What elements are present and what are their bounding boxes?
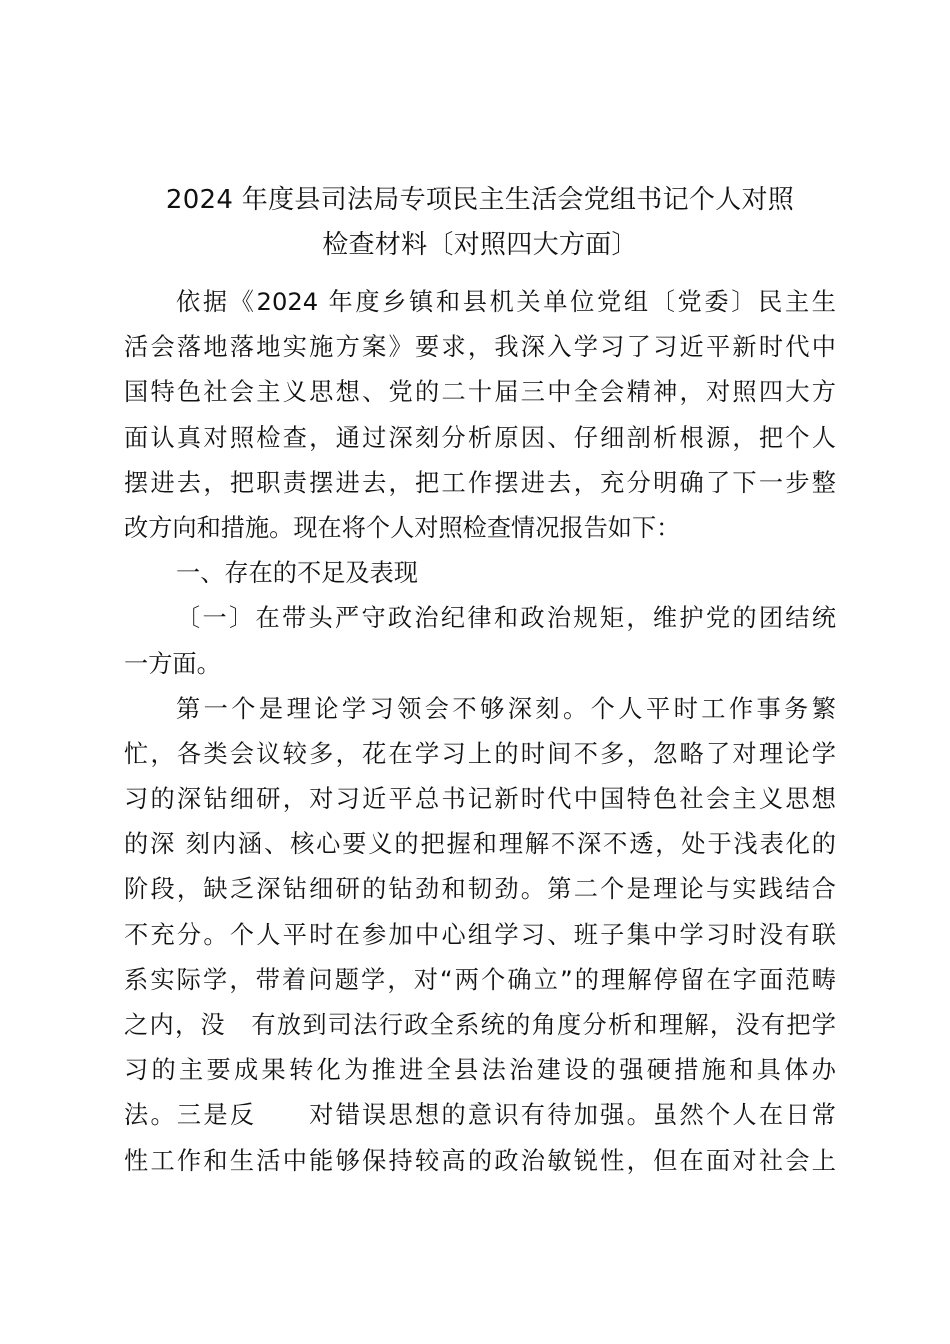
paragraph-intro-line-2: 活会落地落地实施方案》要求，我深入学习了习近平新时代中 [124,333,836,362]
paragraph-body-line-5: 阶段，缺乏深钻细研的钻劲和韧劲。第二个是理论与实践结合 [124,875,836,904]
paragraph-intro-line-4: 面认真对照检查，通过深刻分析原因、仔细剖析根源，把个人 [124,423,836,452]
paragraph-intro-line-5: 摆进去，把职责摆进去，把工作摆进去，充分明确了下一步整 [124,468,836,497]
document-title [120,178,840,268]
paragraph-body-line-1: 第一个是理论学习领会不够深刻。个人平时工作事务繁 [176,694,836,723]
paragraph-body-line-6: 不充分。个人平时在参加中心组学习、班子集中学习时没有联 [124,920,836,949]
document-body [124,280,836,1184]
paragraph-intro-line-3: 国特色社会主义思想、党的二十届三中全会精神，对照四大方 [124,378,836,407]
subsection-heading-line-2: 一方面。 [124,649,221,678]
subsection-heading-line-1: 〔一〕在带头严守政治纪律和政治规矩，维护党的团结统 [176,604,836,633]
section-heading-1: 一、存在的不足及表现 [176,559,418,588]
paragraph-body-line-11: 性工作和生活中能够保持较高的政治敏锐性，但在面对社会上 [124,1146,836,1175]
paragraph-body-line-3: 习的深钻细研，对习近平总书记新时代中国特色社会主义思想 [124,785,836,814]
paragraph-body-line-7: 系实际学，带着问题学，对“两个确立”的理解停留在字面范畴 [124,965,836,994]
paragraph-body-line-9: 习的主要成果转化为推进全县法治建设的强硬措施和具体办 [124,1056,836,1085]
paragraph-intro-line-1: 依据《2024 年度乡镇和县机关单位党组〔党委〕民主生 [176,288,836,316]
paragraph-body-line-10: 法。三是反 对错误思想的意识有待加强。虽然个人在日常 [124,1101,836,1130]
paragraph-body-line-8: 之内，没 有放到司法行政全系统的角度分析和理解，没有把学 [124,1011,836,1039]
paragraph-body-line-2: 忙，各类会议较多，花在学习上的时间不多，忽略了对理论学 [124,739,836,768]
paragraph-intro-line-6: 改方向和措施。现在将个人对照检查情况报告如下： [124,513,681,542]
title-line-1: 2024 年度县司法局专项民主生活会党组书记个人对照 [165,185,795,215]
title-line-2: 检查材料〔对照四大方面〕 [322,230,638,260]
paragraph-body-line-4: 的深 刻内涵、核心要义的把握和理解不深不透，处于浅表化的 [124,830,836,859]
